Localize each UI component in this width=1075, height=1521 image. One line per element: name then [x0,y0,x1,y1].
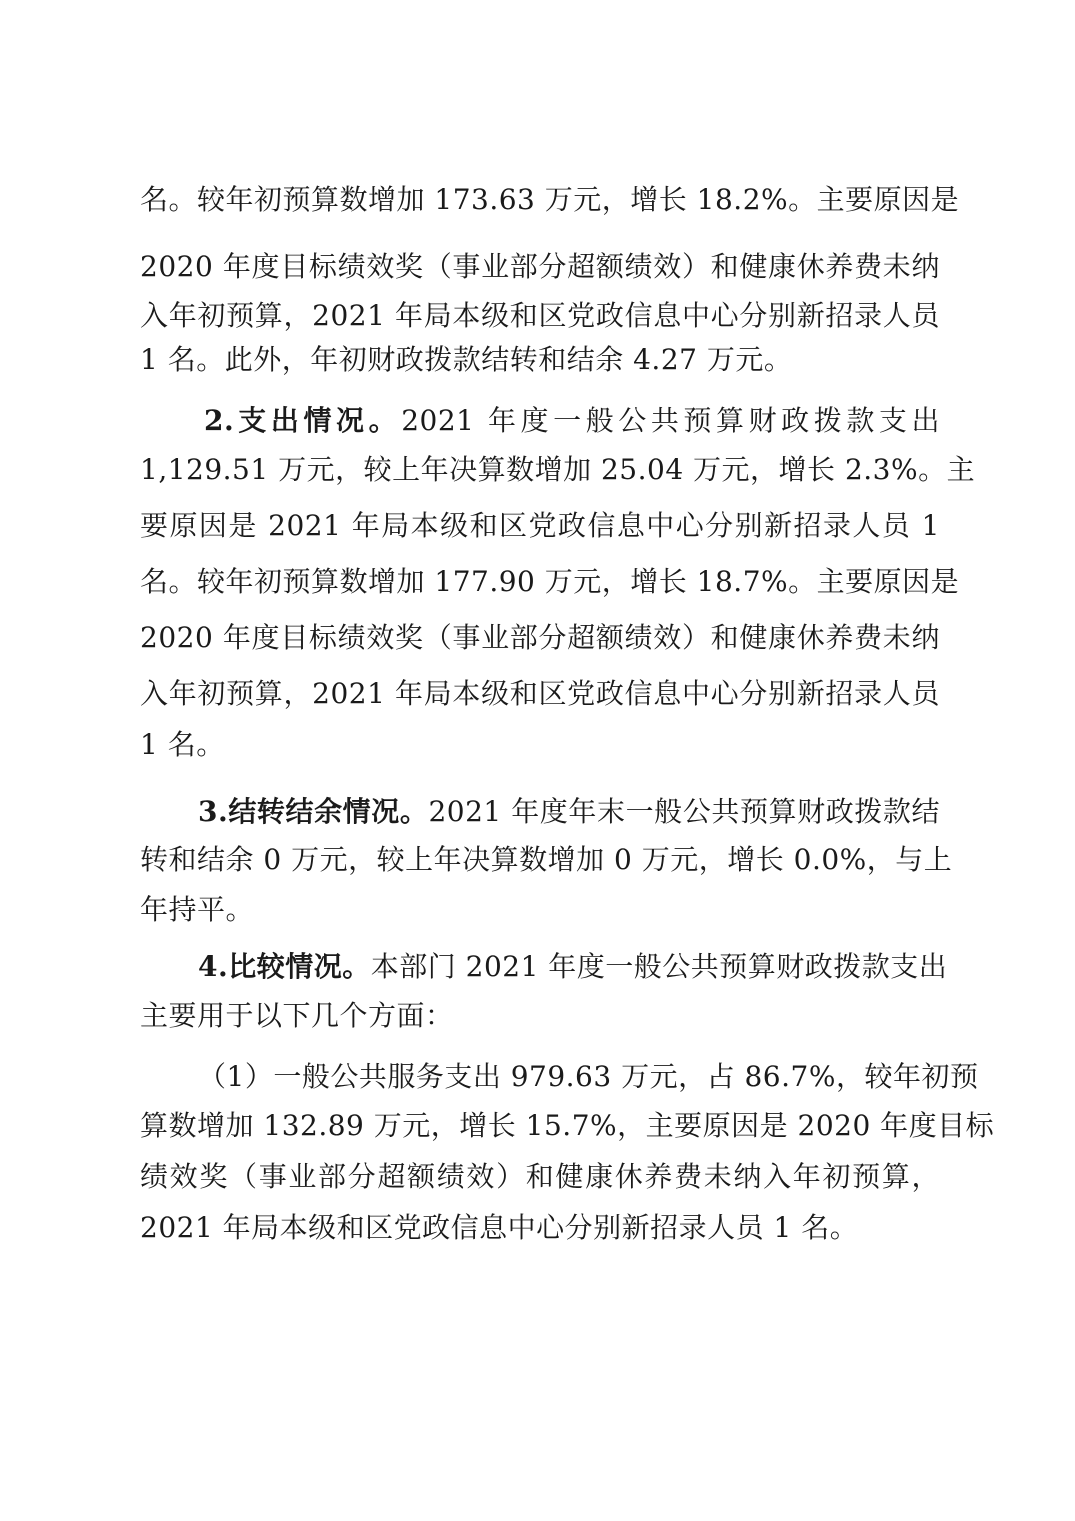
line-text: 2021 年度年末一般公共预算财政拨款结 [428,795,940,828]
text-line: 入年初预算，2021 年局本级和区党政信息中心分别新招录人员 [140,299,940,332]
text-line: 主要用于以下几个方面： [140,999,454,1032]
text-line: 1 名。 [140,728,225,761]
text-line: 要原因是 2021 年局本级和区党政信息中心分别新招录人员 1 [140,509,940,542]
text-line: 1,129.51 万元，较上年决算数增加 25.04 万元，增长 2.3%。主 [140,453,976,486]
section-heading: 2.支出情况。 [204,404,402,437]
text-line: 2021 年局本级和区党政信息中心分别新招录人员 1 名。 [140,1211,859,1244]
text-line: 名。较年初预算数增加 177.90 万元，增长 18.7%。主要原因是 [140,565,960,598]
text-line: 年持平。 [140,893,255,926]
line-text: 2021 年度一般公共预算财政拨款支出 [401,404,940,437]
text-line: （1）一般公共服务支出 979.63 万元，占 86.7%，较年初预 [198,1060,979,1093]
text-line: 2020 年度目标绩效奖（事业部分超额绩效）和健康休养费未纳 [140,250,940,283]
text-line: 名。较年初预算数增加 173.63 万元，增长 18.2%。主要原因是 [140,183,960,216]
line-text: 本部门 2021 年度一般公共预算财政拨款支出 [370,950,948,983]
section-heading: 3.结转结余情况。 [198,795,429,828]
text-line: 入年初预算，2021 年局本级和区党政信息中心分别新招录人员 [140,677,940,710]
text-line: 转和结余 0 万元，较上年决算数增加 0 万元，增长 0.0%，与上 [140,843,953,876]
text-line: 2020 年度目标绩效奖（事业部分超额绩效）和健康休养费未纳 [140,621,940,654]
section-heading: 4.比较情况。 [198,950,371,983]
text-line: 1 名。此外，年初财政拨款结转和结余 4.27 万元。 [140,343,793,376]
text-line: 算数增加 132.89 万元，增长 15.7%，主要原因是 2020 年度目标 [140,1109,995,1142]
text-line: 绩效奖（事业部分超额绩效）和健康休养费未纳入年初预算， [140,1160,940,1193]
